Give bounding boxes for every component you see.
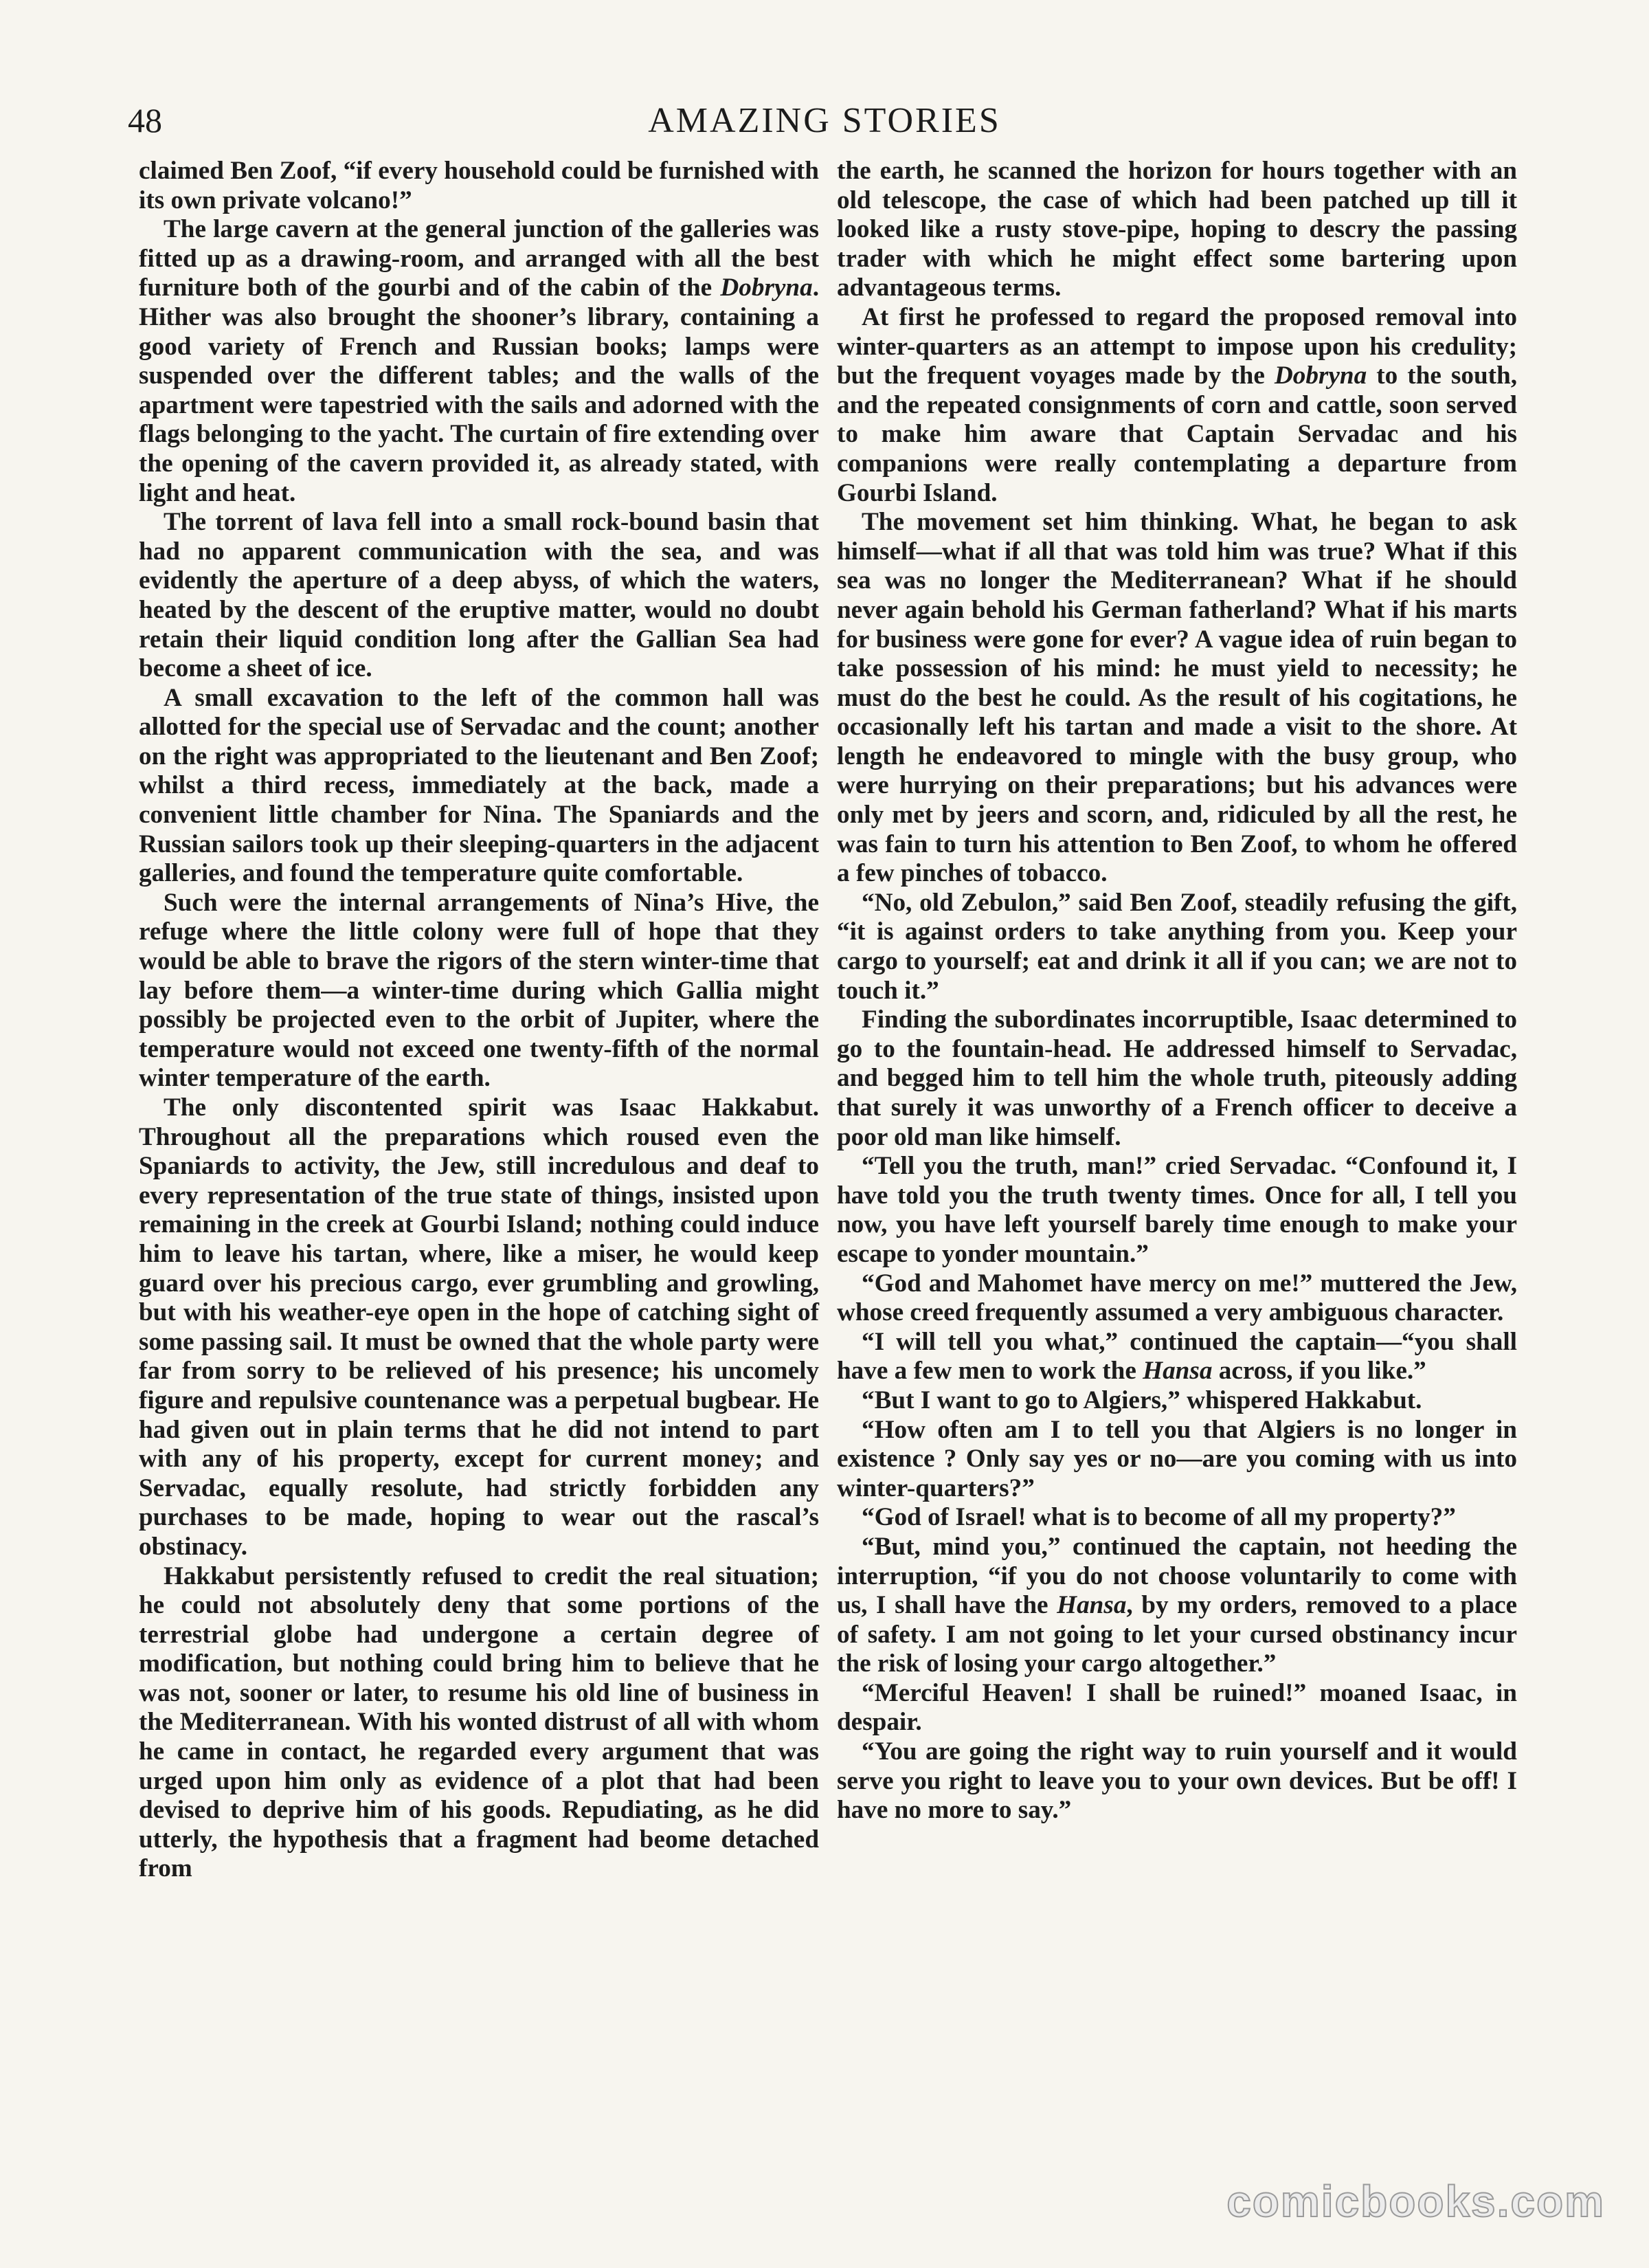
paragraph: “How often am I to tell you that Algiers is no longer in existence ? Only say yes or no—are you coming with us into winter-quarters?” <box>837 1415 1517 1502</box>
paragraph: “No, old Zebulon,” said Ben Zoof, steadily refusing the gift, “it is against orders to take anything from you. Keep your cargo to yourself; eat and drink it all if you can; we are not to touch it.” <box>837 888 1517 1005</box>
paragraph: claimed Ben Zoof, “if every household could be furnished with its own private volcano!” <box>139 157 819 214</box>
paragraph: “God and Mahomet have mercy on me!” muttered the Jew, whose creed frequently assumed a very ambiguous character. <box>837 1269 1517 1327</box>
paragraph: “Merciful Heaven! I shall be ruined!” moaned Isaac, in despair. <box>837 1678 1517 1737</box>
site-watermark: comicbooks.com <box>1226 2177 1605 2226</box>
paragraph: A small excavation to the left of the common hall was allotted for the special use of Servadac and the count; another on the right was appropriated to the lieutenant and Ben Zoof; whilst a third recess, immediately at the back, made a convenient little chamber for Nina. The Spaniards and the Russian sailors took up their sleeping-quarters in the adjacent galleries, and found the temperature quite comfortable. <box>139 683 819 888</box>
ship-name: Dobryna <box>720 274 813 302</box>
paragraph: The movement set him thinking. What, he began to ask himself—what if all that was told him was true? What if this sea was no longer the Mediterranean? What if he should never again behold his German fatherland? What if his marts for business were gone for ever? A vague idea of ruin began to take possession of his mind: he must yield to necessity; he must do the best he could. As the result of his cogitations, he occasionally left his tartan and made a visit to the shore. At length he endeavored to mingle with the busy group, who were hurrying on their preparations; but his advances were only met by jeers and scorn, and, ridiculed by all the rest, he was fain to turn his attention to Ben Zoof, to whom he offered a few pinches of tobacco. <box>837 508 1517 888</box>
paragraph: “Tell you the truth, man!” cried Servadac. “Confound it, I have told you the truth twenty times. Once for all, I tell you now, you have left yourself barely time enough to make your escape to yonder mountain.” <box>837 1152 1517 1268</box>
paragraph: the earth, he scanned the horizon for hours together with an old telescope, the case of which had been patched up till it looked like a rusty stove-pipe, hoping to descry the passing trader with which he might effect some bartering upon advantageous terms. <box>837 157 1517 302</box>
paragraph: At first he professed to regard the proposed removal into winter-quarters as an attempt to impose upon his credulity; but the frequent voyages made by the Dobryna to the south, and the repeated consignments of corn and cattle, soon served to make him aware that Captain Servadac and his companions were really contemplating a departure from Gourbi Island. <box>837 302 1517 507</box>
paragraph: “But, mind you,” continued the captain, not heeding the interruption, “if you do not choose voluntarily to come with us, I shall have the Hansa, by my orders, removed to a place of safety. I am not going to let your cursed obstinancy incur the risk of losing your cargo altogether.” <box>837 1532 1518 1678</box>
ship-name: Dobryna <box>1274 362 1367 390</box>
paragraph: Finding the subordinates incorruptible, Isaac determined to go to the fountain-head. He addressed himself to Servadac, and begged him to tell him the whole truth, piteously adding that surely it was unworthy of a French officer to deceive a poor old man like himself. <box>837 1005 1517 1151</box>
ship-name: Hansa <box>1057 1591 1127 1620</box>
left-column <box>139 157 819 1884</box>
paragraph: The large cavern at the general junction of the galleries was fitted up as a drawing-room, and arranged with all the best furniture both of the gourbi and of the cabin of the Dobryna. Hither was also brought the shooner’s library, containing a good variety of French and Russian books; lamps were suspended over the different tables; and the walls of the apartment were tapestried with the sails and adorned with the flags belonging to the yacht. The curtain of fire extending over the opening of the cavern provided it, as already stated, with light and heat. <box>139 215 819 507</box>
paragraph: The only discontented spirit was Isaac Hakkabut. Throughout all the preparations which roused even the Spaniards to activity, the Jew, still incredulous and deaf to every representation of the true state of things, insisted upon remaining in the creek at Gourbi Island; nothing could induce him to leave his tartan, where, like a miser, he would keep guard over his precious cargo, ever grumbling and growling, but with his weather-eye open in the hope of catching sight of some passing sail. It must be owned that the whole party were far from sorry to be relieved of his presence; his uncomely figure and repulsive countenance was a perpetual bugbear. He had given out in plain terms that he did not intend to part with any of his property, except for current money; and Servadac, equally resolute, had strictly forbidden any purchases to be made, hoping to wear out the rascal’s obstinacy. <box>139 1093 819 1561</box>
paragraph: “God of Israel! what is to become of all my property?” <box>862 1503 1456 1532</box>
paragraph: The torrent of lava fell into a small rock-bound basin that had no apparent communication with the sea, and was evidently the aperture of a deep abyss, of which the waters, heated by the descent of the eruptive matter, would no doubt retain their liquid condition long after the Gallian Sea had become a sheet of ice. <box>139 508 819 683</box>
running-title: AMAZING STORIES <box>648 101 1001 140</box>
ship-name: Hansa <box>1143 1357 1213 1386</box>
paragraph: “You are going the right way to ruin yourself and it would serve you right to leave you to your own devices. But be off! I have no more to say.” <box>837 1737 1517 1825</box>
paragraph: “But I want to go to Algiers,” whispered Hakkabut. <box>862 1386 1422 1414</box>
right-column <box>837 157 1517 1825</box>
paragraph: “I will tell you what,” continued the captain—“you shall have a few men to work the Hansa across, if you like.” <box>837 1327 1517 1386</box>
paragraph: Hakkabut persistently refused to credit the real situation; he could not absolutely deny that some portions of the terrestrial globe had undergone a certain degree of modification, but nothing could bring him to believe that he was not, sooner or later, to resume his old line of business in the Mediterranean. With his wonted distrust of all with whom he came in contact, he regarded every argument that was urged upon him only as evidence of a plot that had been devised to deprive him of his goods. Repudiating, as he did utterly, the hypothesis that a fragment had beome detached from <box>139 1561 819 1883</box>
paragraph: Such were the internal arrangements of Nina’s Hive, the refuge where the little colony were full of hope that they would be able to brave the rigors of the stern winter-time that lay before them—a winter-time during which Gallia might possibly be projected even to the orbit of Jupiter, where the temperature would not exceed one twenty-fifth of the normal winter temperature of the earth. <box>139 888 819 1093</box>
page-number: 48 <box>128 101 162 140</box>
